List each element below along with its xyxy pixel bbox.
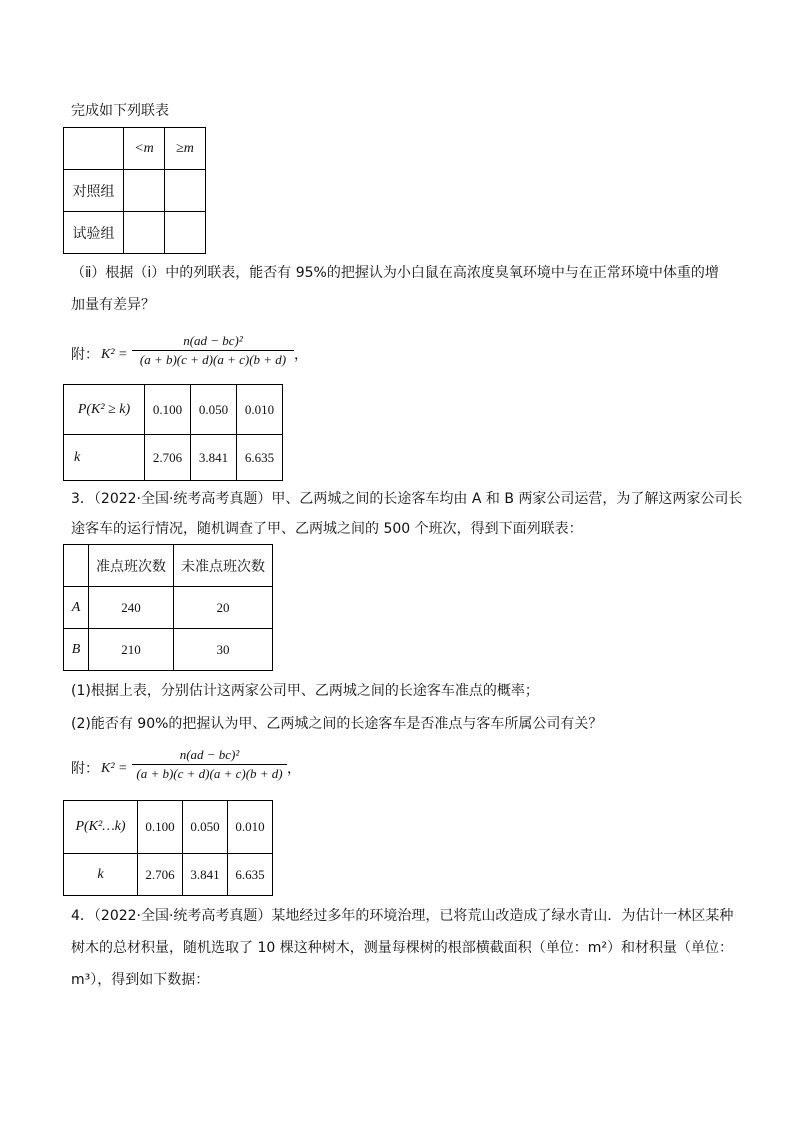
appendix-label: 附： xyxy=(71,347,99,363)
q3-line1: 3．（2022·全国·统考高考真题）甲、乙两城之间的长途客车均由 A 和 B 两家公司运营，为了解这两家公司长 xyxy=(71,491,743,507)
cell-late: 30 xyxy=(174,629,273,671)
row-label-control: 对照组 xyxy=(64,170,124,212)
blank-cell xyxy=(165,212,206,254)
k-value: 6.635 xyxy=(228,854,273,896)
formula-denominator: (a + b)(c + d)(a + c)(b + d) xyxy=(139,352,287,367)
formula-fraction xyxy=(132,333,294,368)
col-header-geq-m: ≥m xyxy=(165,128,206,170)
row-label-k: k xyxy=(64,435,145,481)
q3-sub1: (1)根据上表，分别估计这两家公司甲、乙两城之间的长途客车准点的概率； xyxy=(71,683,539,699)
p-value: 0.050 xyxy=(191,385,237,435)
appendix-label: 附： xyxy=(71,761,99,777)
p-value: 0.010 xyxy=(228,801,273,854)
row-label-p: P(K² ≥ k) xyxy=(64,385,145,435)
cell-on-time: 210 xyxy=(89,629,174,671)
formula-trailing: ， xyxy=(287,761,301,777)
formula-numerator: n(ad − bc)² xyxy=(183,333,243,348)
k-value: 2.706 xyxy=(145,435,191,481)
q4-line2: 树木的总材积量，随机选取了 10 棵这种树木，测量每棵树的根部横截面积（单位：m²）和材积量（单位： xyxy=(71,940,733,956)
formula-denominator: (a + b)(c + d)(a + c)(b + d) xyxy=(136,766,283,781)
k-value: 6.635 xyxy=(237,435,283,481)
formula-numerator: n(ad − bc)² xyxy=(179,747,240,762)
p-value: 0.050 xyxy=(183,801,228,854)
critical-value-table-q2 xyxy=(63,384,283,481)
k-value: 2.706 xyxy=(138,854,183,896)
critical-value-table-q3 xyxy=(63,800,273,896)
p-value: 0.100 xyxy=(145,385,191,435)
row-label-company-b: B xyxy=(64,629,89,671)
k-value: 3.841 xyxy=(191,435,237,481)
cell-on-time: 240 xyxy=(89,587,174,629)
contingency-table-q3 xyxy=(63,544,273,671)
blank-cell xyxy=(124,170,165,212)
contingency-table-q2 xyxy=(63,127,206,254)
cell-late: 20 xyxy=(174,587,273,629)
table-corner-cell xyxy=(64,545,89,587)
row-label-test: 试验组 xyxy=(64,212,124,254)
fraction-bar xyxy=(132,764,287,765)
blank-cell xyxy=(124,212,165,254)
formula-trailing: ， xyxy=(294,347,308,363)
row-label-p: P(K²…k) xyxy=(64,801,138,854)
col-header-late: 未准点班次数 xyxy=(174,545,273,587)
p-value: 0.100 xyxy=(138,801,183,854)
formula-fraction xyxy=(132,747,287,782)
formula-lhs: K² = xyxy=(101,761,128,776)
k-value: 3.841 xyxy=(183,854,228,896)
part-ii-line2: 加量有差异？ xyxy=(71,297,155,313)
part-ii-line1: （ⅱ）根据（i）中的列联表，能否有 95%的把握认为小白鼠在高浓度臭氧环境中与在正常环境中体重的增 xyxy=(71,265,719,281)
table-intro: 完成如下列联表 xyxy=(71,103,169,119)
q3-sub2: (2)能否有 90%的把握认为甲、乙两城之间的长途客车是否准点与客车所属公司有关？ xyxy=(71,716,603,732)
q3-line2: 途客车的运行情况，随机调查了甲、乙两城之间的 500 个班次，得到下面列联表： xyxy=(71,521,583,537)
p-value: 0.010 xyxy=(237,385,283,435)
q4-line3: m³），得到如下数据： xyxy=(71,972,210,988)
blank-cell xyxy=(165,170,206,212)
row-label-company-a: A xyxy=(64,587,89,629)
fraction-bar xyxy=(132,350,294,351)
table-corner-cell xyxy=(64,128,124,170)
formula-lhs: K² = xyxy=(101,347,128,362)
col-header-less-m: <m xyxy=(124,128,165,170)
q4-line1: 4．（2022·全国·统考高考真题）某地经过多年的环境治理，已将荒山改造成了绿水青山．为估计一林区某种 xyxy=(71,908,734,924)
col-header-on-time: 准点班次数 xyxy=(89,545,174,587)
row-label-k: k xyxy=(64,854,138,896)
